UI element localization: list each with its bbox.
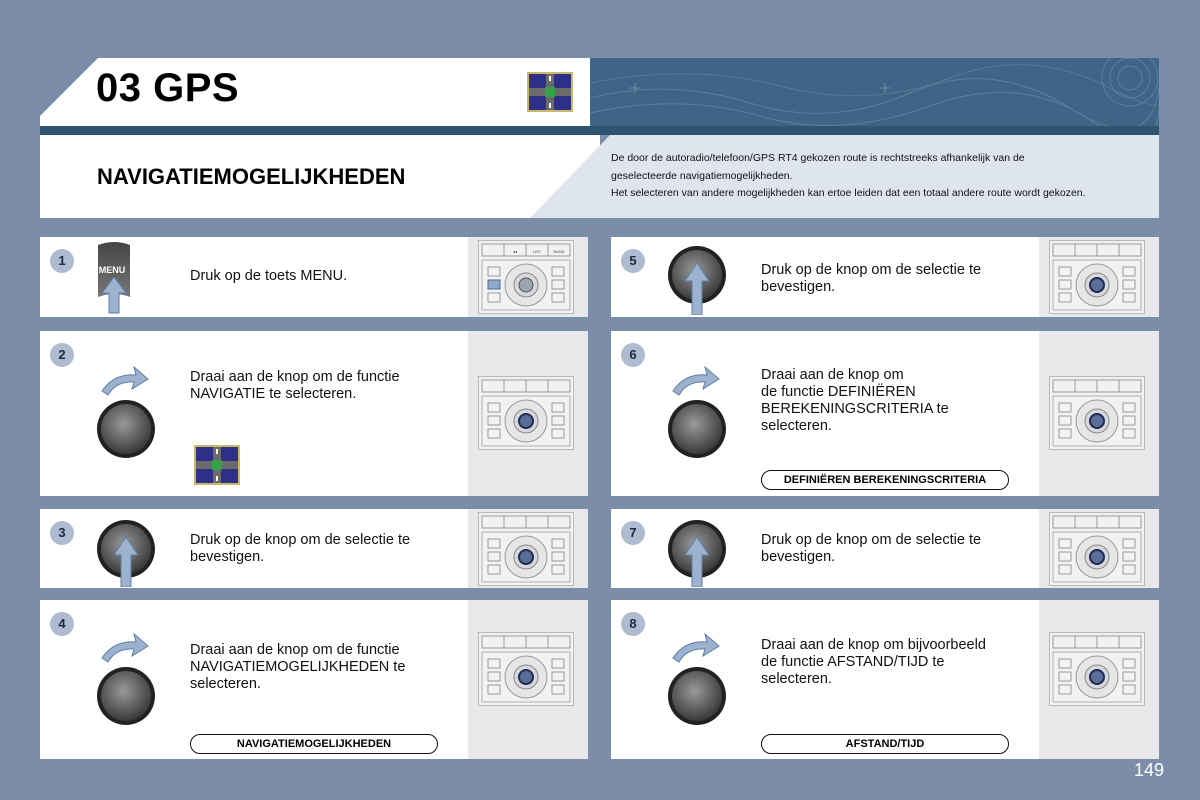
rotary-knob-turn-icon: [667, 365, 731, 463]
radio-panel-icon: [1049, 512, 1145, 586]
instruction-line: NAVIGATIE te selecteren.: [190, 386, 357, 402]
instruction-line: Draai aan de knop om bijvoorbeeld: [761, 637, 986, 653]
step-number: 1: [50, 249, 74, 273]
info-text: [611, 150, 1156, 203]
radio-panel-icon: [478, 240, 574, 314]
instruction-line: Druk op de toets MENU.: [190, 268, 348, 284]
rew-label: ◂◂: [512, 249, 518, 254]
step-card-4: [40, 600, 588, 759]
step-instruction: [190, 532, 410, 566]
list-label: LIST: [532, 249, 542, 254]
instruction-line: bevestigen.: [761, 279, 836, 295]
instruction-line: Draai aan de knop om: [761, 367, 904, 383]
step-instruction: [761, 532, 981, 566]
rotary-knob-press-icon: [94, 515, 158, 587]
step-number: 4: [50, 612, 74, 636]
menu-option-label: NAVIGATIEMOGELIJKHEDEN: [190, 734, 438, 754]
radio-panel-icon: [1049, 240, 1145, 314]
instruction-line: NAVIGATIEMOGELIJKHEDEN te: [190, 659, 406, 675]
rotary-knob-press-icon: [665, 515, 729, 587]
radio-panel-icon: [478, 632, 574, 706]
header-divider: [40, 126, 1159, 135]
radio-panel-icon: [478, 376, 574, 450]
section-title: NAVIGATIEMOGELIJKHEDEN: [97, 164, 406, 189]
radio-panel-icon: [1049, 632, 1145, 706]
instruction-line: de functie DEFINIËREN: [761, 384, 916, 400]
navigation-cross-icon: [527, 72, 573, 112]
instruction-line: selecteren.: [761, 671, 832, 687]
step-card-5: [611, 237, 1159, 317]
step-instruction: [190, 369, 400, 403]
step-card-1: [40, 237, 588, 317]
info-line: Het selecteren van andere mogelijkheden kan ertoe leiden dat een totaal andere route wordt gekozen.: [611, 187, 1086, 199]
step-card-8: [611, 600, 1159, 759]
instruction-line: Draai aan de knop om de functie: [190, 642, 400, 658]
instruction-line: Druk op de knop om de selectie te: [761, 262, 982, 278]
rotary-knob-turn-icon: [96, 365, 160, 463]
instruction-line: Draai aan de knop om de functie: [190, 369, 400, 385]
info-line: geselecteerde navigatiemogelijkheden.: [611, 169, 793, 182]
step-number: 8: [621, 612, 645, 636]
radio-panel-icon: [478, 512, 574, 586]
menu-option-label: AFSTAND/TIJD: [761, 734, 1009, 754]
band-label: BAND: [553, 249, 565, 254]
chapter-title: 03 GPS: [96, 66, 240, 110]
step-number: 5: [621, 249, 645, 273]
instruction-line: selecteren.: [190, 676, 261, 692]
step-card-3: [40, 509, 588, 588]
step-number: 6: [621, 343, 645, 367]
navigation-cross-icon: [194, 445, 240, 485]
rotary-knob-turn-icon: [667, 632, 731, 730]
page-number: 149: [1134, 760, 1165, 780]
map-banner: [590, 58, 1159, 126]
step-number: 2: [50, 343, 74, 367]
step-card-6: [611, 331, 1159, 496]
info-line: De door de autoradio/telefoon/GPS RT4 gekozen route is rechtstreeks afhankelijk van de: [611, 152, 1025, 164]
step-instruction: [190, 642, 405, 693]
instruction-line: bevestigen.: [190, 549, 265, 565]
rotary-knob-turn-icon: [96, 632, 160, 730]
instruction-line: BEREKENINGSCRITERIA te: [761, 401, 949, 417]
instruction-line: Druk op de knop om de selectie te: [761, 532, 982, 548]
step-card-7: [611, 509, 1159, 588]
menu-option-label: DEFINIËREN BEREKENINGSCRITERIA: [761, 470, 1009, 490]
step-instruction: [761, 262, 981, 296]
radio-panel-icon: [1049, 376, 1145, 450]
menu-button-icon: [94, 241, 134, 317]
instruction-line: de functie AFSTAND/TIJD te: [761, 654, 945, 670]
rotary-knob-press-icon: [665, 241, 729, 315]
step-number: 3: [50, 521, 74, 545]
instruction-line: selecteren.: [761, 418, 832, 434]
instruction-line: Druk op de knop om de selectie te: [190, 532, 411, 548]
step-card-2: [40, 331, 588, 496]
step-number: 7: [621, 521, 645, 545]
step-instruction: [761, 367, 949, 435]
menu-button-label: MENU: [98, 265, 126, 275]
instruction-line: bevestigen.: [761, 549, 836, 565]
step-instruction: [190, 268, 347, 285]
step-instruction: [761, 637, 986, 688]
